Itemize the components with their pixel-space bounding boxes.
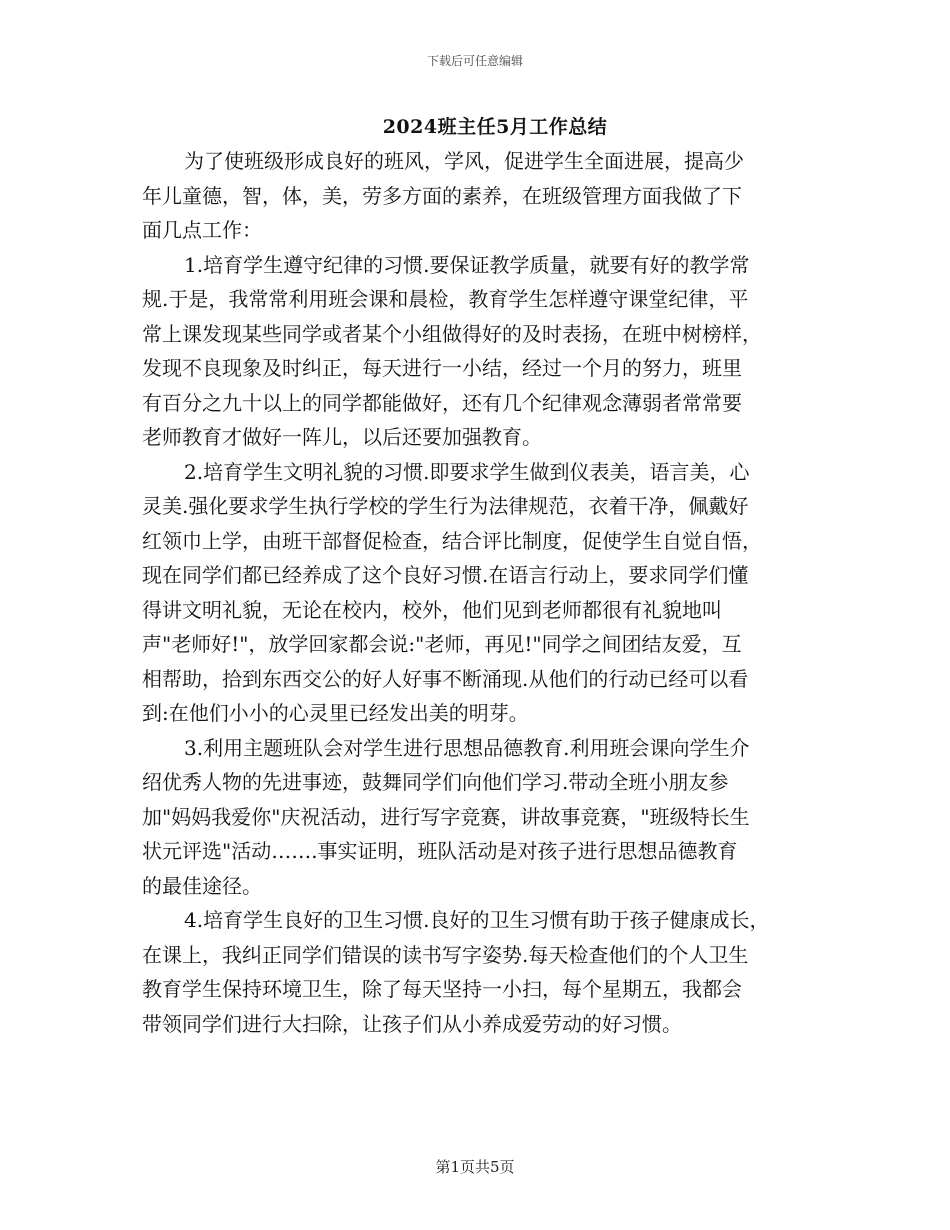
text-line: 教育学生保持环境卫生，除了每天坚持一小扫，每个星期五，我都会 <box>142 977 742 1001</box>
text-line: 常上课发现某些同学或者某个小组做得好的及时表扬，在班中树榜样， <box>142 321 762 346</box>
text-line: 状元评选"活动…….事实证明，班队活动是对孩子进行思想品德教育 <box>142 839 738 863</box>
text-line: 带领同学们进行大扫除，让孩子们从小养成爱劳动的好习惯。 <box>142 1011 682 1036</box>
page-title: 2024班主任5月工作总结 <box>382 116 608 138</box>
text-line: 发现不良现象及时纠正，每天进行一小结，经过一个月的努力，班里 <box>142 356 742 380</box>
document-body <box>142 144 812 1041</box>
text-line: 得讲文明礼貌，无论在校内，校外，他们见到老师都很有礼貌地叫 <box>142 597 722 622</box>
text-line: 3.利用主题班队会对学生进行思想品德教育.利用班会课向学生介 <box>184 735 750 760</box>
text-line: 加"妈妈我爱你"庆祝活动，进行写字竞赛，讲故事竞赛，"班级特长生 <box>142 804 750 829</box>
page-header-note: 下载后可任意编辑 <box>426 54 523 68</box>
text-line: 1.培育学生遵守纪律的习惯.要保证教学质量，就要有好的教学常 <box>184 252 750 277</box>
text-line: 有百分之九十以上的同学都能做好，还有几个纪律观念薄弱者常常要 <box>142 390 742 415</box>
text-line: 为了使班级形成良好的班风，学风，促进学生全面进展，提高少 <box>184 149 744 173</box>
text-line: 2.培育学生文明礼貌的习惯.即要求学生做到仪表美，语言美，心 <box>184 459 750 484</box>
text-line: 规.于是，我常常利用班会课和晨检，教育学生怎样遵守课堂纪律，平 <box>142 287 749 311</box>
text-line: 到:在他们小小的心灵里已经发出美的明芽。 <box>142 701 529 725</box>
text-line: 声"老师好!"，放学回家都会说:"老师，再见!"同学之间团结友爱，互 <box>142 632 742 656</box>
text-line: 在课上，我纠正同学们错误的读书写字姿势.每天检查他们的个人卫生 <box>142 942 749 967</box>
text-line: 绍优秀人物的先进事迹，鼓舞同学们向他们学习.带动全班小朋友参 <box>142 770 729 794</box>
text-line: 年儿童德，智，体，美，劳多方面的素养，在班级管理方面我做了下 <box>142 183 742 208</box>
text-line: 老师教育才做好一阵儿，以后还要加强教育。 <box>142 425 542 449</box>
text-line: 面几点工作： <box>142 218 262 242</box>
page-number-footer: 第1页共5页 <box>435 1158 515 1176</box>
text-line: 的最佳途径。 <box>142 873 262 898</box>
text-line: 相帮助，拾到东西交公的好人好事不断涌现.从他们的行动已经可以看 <box>142 666 749 691</box>
text-line: 现在同学们都已经养成了这个良好习惯.在语言行动上，要求同学们懂 <box>142 563 749 587</box>
text-line: 4.培育学生良好的卫生习惯.良好的卫生习惯有助于孩子健康成长， <box>184 908 770 932</box>
text-line: 红领巾上学，由班干部督促检查，结合评比制度，促使学生自觉自悟， <box>142 528 762 553</box>
text-line: 灵美.强化要求学生执行学校的学生行为法律规范，衣着干净，佩戴好 <box>142 494 749 518</box>
